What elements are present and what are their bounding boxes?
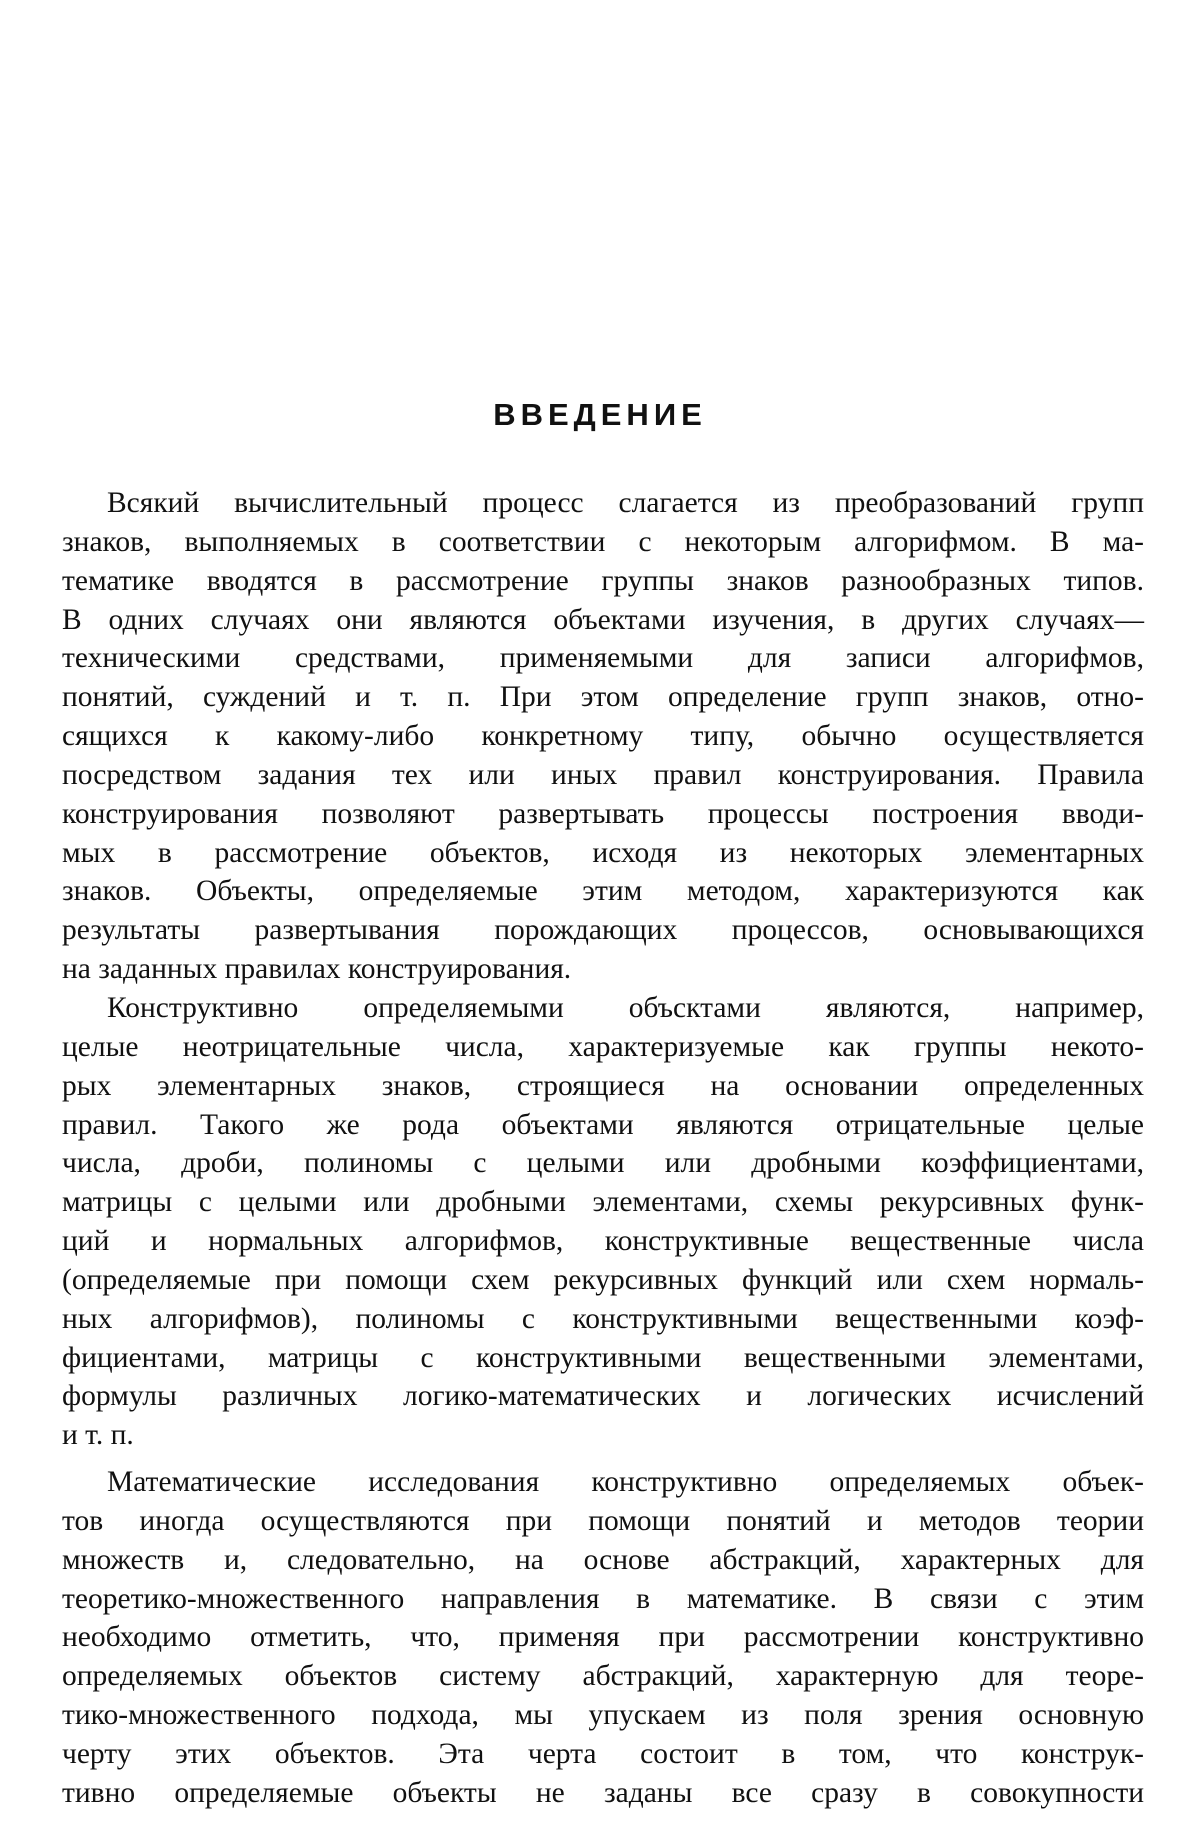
text-line: результаты развертывания порождающих процессов, основывающихся [62, 914, 1144, 947]
text-line: знаков. Объекты, определяемые этим методом, характеризуются как [62, 875, 1144, 908]
body-text [62, 484, 1144, 1813]
text-line: сящихся к какому-либо конкретному типу, обычно осуществляется [62, 720, 1144, 753]
text-line: посредством задания тех или иных правил конструирования. Правила [62, 758, 1144, 791]
text-line: фициентами, матрицы с конструктивными вещественными элементами, [62, 1341, 1144, 1374]
paragraph-spacing [62, 1455, 1144, 1463]
text-line: Конструктивно определяемыми объсктами являются, например, [107, 991, 1144, 1024]
text-line: числа, дроби, полиномы с целыми или дробными коэффициентами, [62, 1147, 1144, 1180]
paragraph-3 [62, 1463, 1144, 1813]
text-line: ций и нормальных алгорифмов, конструктивные вещественные числа [62, 1225, 1144, 1258]
text-line: В одних случаях они являются объектами изучения, в других случаях— [62, 603, 1144, 636]
text-line: необходимо отметить, что, применяя при рассмотрении конструктивно [62, 1621, 1144, 1654]
text-line: матрицы с целыми или дробными элементами, схемы рекурсивных функ- [62, 1186, 1144, 1219]
text-line: теоретико-множественного направления в математике. В связи с этим [62, 1582, 1144, 1615]
text-line: тико-множественного подхода, мы упускаем из поля зрения основную [62, 1699, 1144, 1732]
text-line: целые неотрицательные числа, характеризуемые как группы некото- [62, 1030, 1144, 1063]
text-line: на заданных правилах конструирования. [62, 953, 572, 986]
text-line: определяемых объектов систему абстракций, характерную для теоре- [62, 1660, 1144, 1693]
text-line: рых элементарных знаков, строящиеся на основании определенных [62, 1069, 1144, 1102]
text-line: формулы различных логико-математических и логических исчислений [62, 1380, 1144, 1413]
text-line: Математические исследования конструктивно определяемых объек- [107, 1466, 1144, 1499]
text-line: мых в рассмотрение объектов, исходя из некоторых элементарных [62, 836, 1144, 869]
chapter-heading: ВВЕДЕНИЕ [493, 397, 707, 432]
text-line: тивно определяемые объекты не заданы все сразу в совокупности [62, 1776, 1144, 1809]
text-line: множеств и, следовательно, на основе абстракций, характерных для [62, 1543, 1144, 1576]
text-line: черту этих объектов. Эта черта состоит в том, что конструк- [62, 1738, 1144, 1770]
text-line: Всякий вычислительный процесс слагается из преобразований групп [107, 487, 1144, 519]
text-line: конструирования позволяют развертывать процессы построения вводи- [62, 797, 1144, 830]
paragraph-1 [62, 484, 1144, 989]
text-line: ных алгорифмов), полиномы с конструктивными вещественными коэф- [62, 1302, 1144, 1335]
text-line: техническими средствами, применяемыми для записи алгорифмов, [62, 642, 1144, 675]
text-line: и т. п. [62, 1419, 134, 1452]
text-line: (определяемые при помощи схем рекурсивных функций или схем нормаль- [62, 1263, 1144, 1296]
text-line: знаков, выполняемых в соответствии с некоторым алгорифмом. В ма- [62, 525, 1144, 558]
paragraph-2 [62, 989, 1144, 1455]
text-line: правил. Такого же рода объектами являются отрицательные целые [62, 1108, 1144, 1141]
text-line: тематике вводятся в рассмотрение группы знаков разнообразных типов. [62, 564, 1144, 597]
text-line: тов иногда осуществляются при помощи понятий и методов теории [62, 1504, 1144, 1537]
text-line: понятий, суждений и т. п. При этом определение групп знаков, отно- [62, 681, 1144, 714]
